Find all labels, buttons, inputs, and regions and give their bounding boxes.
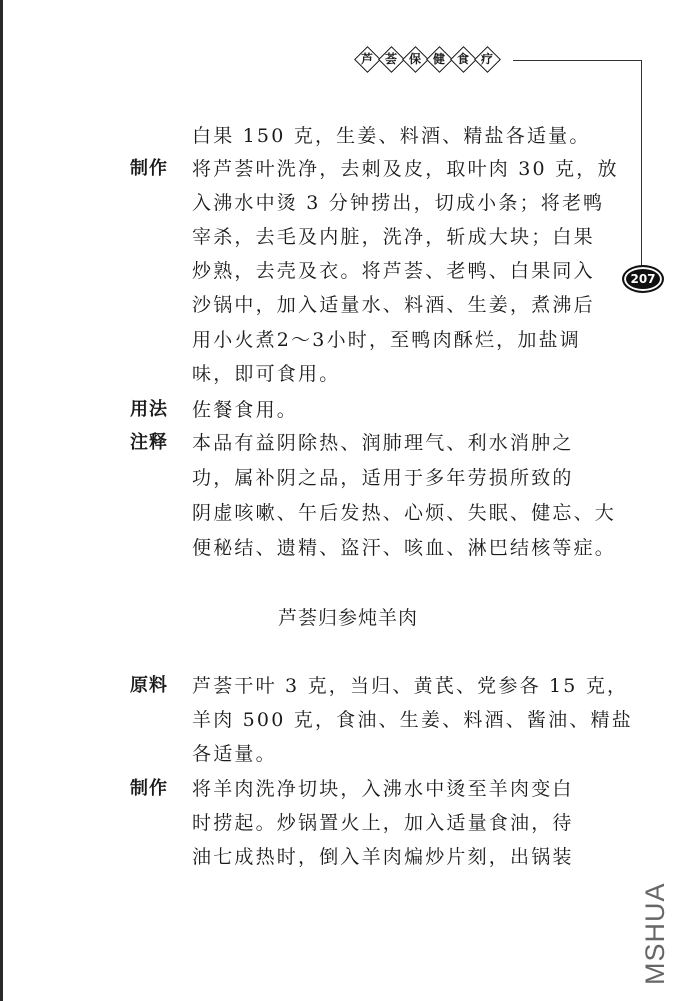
usage-label: 用法 xyxy=(130,399,168,420)
method-line: 将羊肉洗净切块，入沸水中烫至羊肉变白 xyxy=(192,778,574,800)
method-line: 将芦荟叶洗净，去刺及皮，取叶肉 30 克，放 xyxy=(192,158,619,180)
notes-line: 便秘结、遗精、盗汗、咳血、淋巴结核等症。 xyxy=(192,537,617,559)
ingredients-line: 羊肉 500 克，食油、生姜、料酒、酱油、精盐 xyxy=(192,709,633,731)
method-line: 味，即可食用。 xyxy=(192,363,341,385)
ingredients-label: 原料 xyxy=(130,675,168,696)
recipe-title: 芦荟归参炖羊肉 xyxy=(277,607,418,629)
method-line: 沙锅中，加入适量水、料酒、生姜，煮沸后 xyxy=(192,294,595,316)
usage-text: 佐餐食用。 xyxy=(192,399,299,421)
method-label: 制作 xyxy=(130,778,168,799)
ingredients-line: 芦荟干叶 3 克，当归、黄芪、党参各 15 克， xyxy=(192,675,629,697)
header-diamond: 疗 xyxy=(475,46,499,74)
watermark: MSHUA xyxy=(640,882,670,985)
notes-line: 功，属补阴之品，适用于多年劳损所致的 xyxy=(192,467,574,489)
method-line: 入沸水中烫 3 分钟捞出，切成小条；将老鸭 xyxy=(192,192,605,214)
header-rule-vertical xyxy=(641,60,642,267)
header-diamond: 健 xyxy=(427,46,451,74)
header-diamond: 芦 xyxy=(355,46,379,74)
header-diamond: 保 xyxy=(403,46,427,74)
ingredients-line: 各适量。 xyxy=(192,743,277,765)
page-edge-border xyxy=(0,0,3,1001)
notes-line: 本品有益阴除热、润肺理气、利水消肿之 xyxy=(192,432,574,454)
method-line: 炒熟，去壳及衣。将芦荟、老鸭、白果同入 xyxy=(192,260,595,282)
method-line: 用小火煮2～3小时，至鸭肉酥烂，加盐调 xyxy=(192,329,581,351)
notes-line: 阴虚咳嗽、午后发热、心烦、失眠、健忘、大 xyxy=(192,502,617,524)
method-line: 油七成热时，倒入羊肉煸炒片刻，出锅装 xyxy=(192,846,574,868)
method-line: 时捞起。炒锅置火上，加入适量食油，待 xyxy=(192,812,574,834)
header-diamond: 荟 xyxy=(379,46,403,74)
page-number-badge: 207 xyxy=(622,265,664,293)
method-label: 制作 xyxy=(130,158,168,179)
header-diamond: 食 xyxy=(451,46,475,74)
method-line: 宰杀，去毛及内脏，洗净，斩成大块；白果 xyxy=(192,226,595,248)
ingredients-continuation: 白果 150 克，生姜、料酒、精盐各适量。 xyxy=(192,125,591,147)
header-rule-horizontal xyxy=(513,60,641,61)
running-header xyxy=(355,46,499,74)
notes-label: 注释 xyxy=(130,432,168,453)
